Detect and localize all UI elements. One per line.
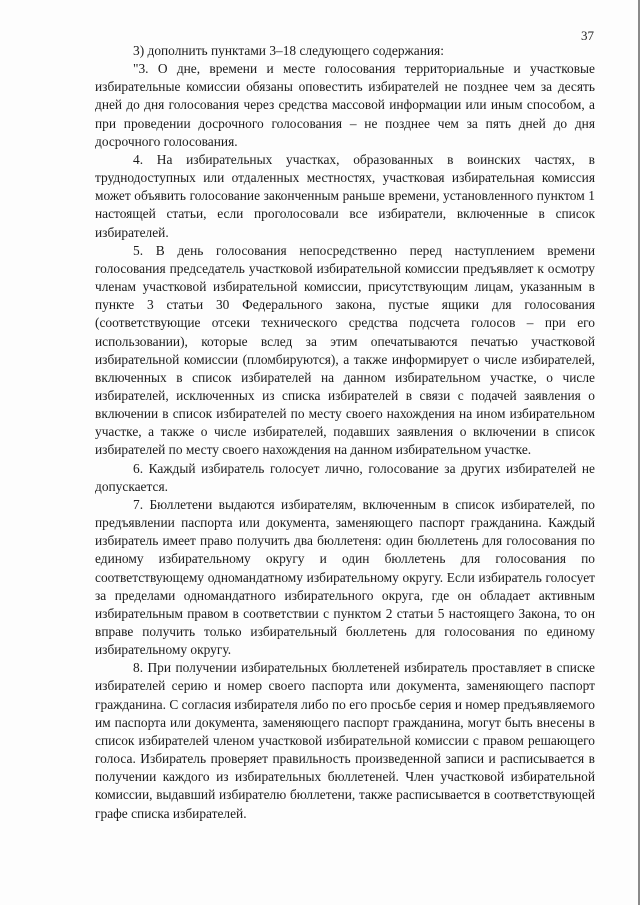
paragraph-item-7: 7. Бюллетени выдаются избирателям, включенным в список избирателей, по предъявлении паспорта или документа, заменяющего паспорт гражданина. Каждый избиратель имеет право получить два бюллетеня: один бюллетень для голосования по единому избирательному округу и один бюллетень для голосования по соответствующему одномандатному избирательному округу. Если избиратель голосует за пределами одномандатного избирательного округа, где он обладает активным избирательным правом в соответствии с пунктом 2 статьи 5 настоящего Закона, то он вправе получить только избирательный бюллетень для голосования по единому избирательному округу.	[95, 496, 595, 658]
page-number: 37	[581, 28, 594, 43]
paragraph-item-3: "3. О дне, времени и месте голосования территориальные и участковые избирательные комиссии обязаны оповестить избирателей не позднее чем за десять дней до дня голосования через средства массовой информации или иным способом, а при проведении досрочного голосования – не позднее чем за пять дней до дня досрочного голосования.	[95, 61, 595, 149]
paragraph-item-5: 5. В день голосования непосредственно перед наступлением времени голосования председатель участковой избирательной комиссии предъявляет к осмотру членам участковой избирательной комиссии, присутствующим лицам, указанным в пункте 3 статьи 30 Федерального закона, пустые ящики для голосования (соответствующие отсеки технического средства подсчета голосов – при его использовании), которые вслед за этим опечатываются печатью участковой избирательной комиссии (пломбируются), а также информирует о числе избирателей, включенных в список избирателей на данном избирательном участке, о числе избирателей, исключенных из списка избирателей в связи с подачей заявления о включении в список избирателей по месту своего нахождения на ином избирательном участке, а также о числе избирателей, подавших заявления о включении в список избирателей по месту своего нахождения на данном избирательном участке.	[95, 242, 595, 458]
paragraph-item-4: 4. На избирательных участках, образованных в воинских частях, в труднодоступных или отдаленных местностях, участковая избирательная комиссия может объявить голосование законченным раньше времени, установленного пунктом 1 настоящей статьи, если проголосовали все избиратели, включенные в список избирателей.	[95, 151, 595, 240]
document-body	[95, 42, 595, 823]
paragraph-amendment-intro: 3) дополнить пунктами 3–18 следующего содержания:	[133, 43, 444, 58]
paragraph-item-8: 8. При получении избирательных бюллетеней избиратель проставляет в списке избирателей серию и номер своего паспорта или документа, заменяющего паспорт гражданина. С согласия избирателя либо по его просьбе серия и номер предъявляемого им паспорта или документа, заменяющего паспорт гражданина, могут быть внесены в список избирателей членом участковой избирательной комиссии с правом решающего голоса. Избиратель проверяет правильность произведенной записи и расписывается в получении каждого из избирательных бюллетеней. Член участковой избирательной комиссии, выдавший избирателю бюллетени, также расписывается в соответствующей графе списка избирателей.	[95, 660, 595, 821]
paragraph-item-6: 6. Каждый избиратель голосует лично, голосование за других избирателей не допускается.	[95, 460, 595, 494]
